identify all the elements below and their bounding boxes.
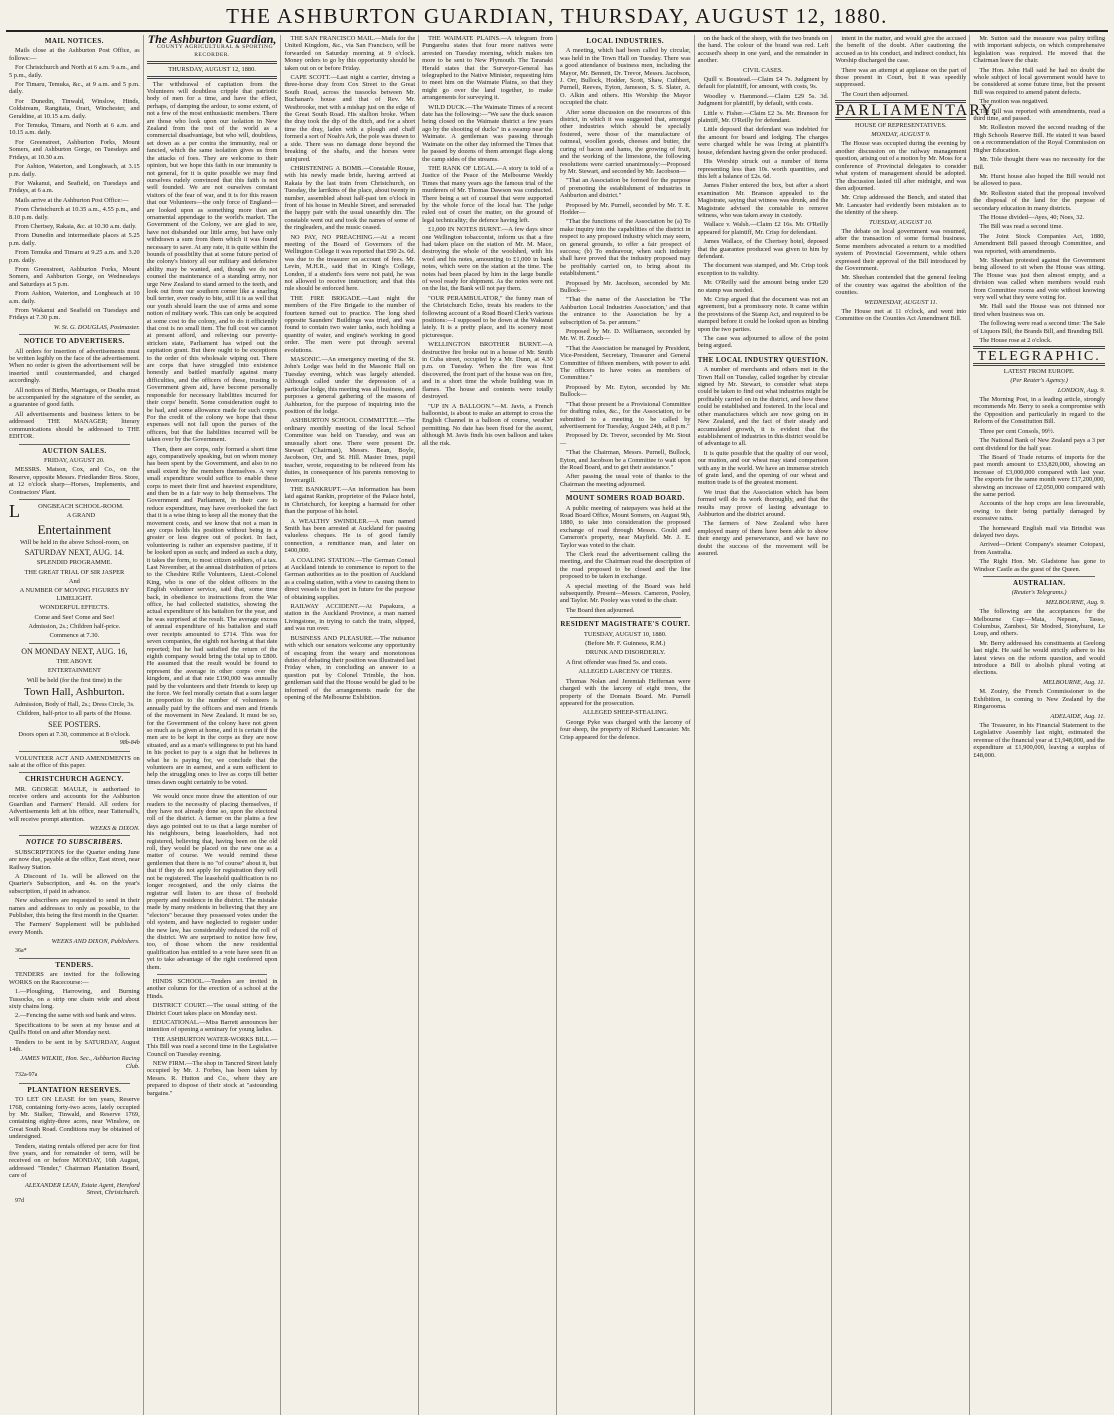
text: For Ashton, Waterton, and Longbeach, at 3.15 p.m. daily. bbox=[9, 163, 140, 178]
text: Children, half-price to all parts of the House. bbox=[16, 710, 132, 718]
text: Specifications to be seen at my house and at Quill's Hotel on and after Monday next. bbox=[9, 1021, 140, 1037]
news-item: A WEALTHY SWINDLER.—A man named Smith has been arrested at Auckland for passing valueless cheques. He is of good family connection, a remittance man, and later on £400,000. bbox=[284, 517, 416, 555]
text: A NUMBER OF MOVING FIGURES BY LIMELIGHT. bbox=[19, 587, 130, 602]
report-paragraph: Mr. Sheehan protested against the Government being allowed to sit when the House was sitting. The House was just then almost empty, and a division was called when members would rush from Committee rooms and vote without knowing very well what they were voting for. bbox=[973, 256, 1106, 301]
case-heading: CIVIL CASES. bbox=[743, 66, 783, 74]
report-paragraph: Mr. O'Reilly said the amount being under £20 no stamp was needed. bbox=[697, 279, 829, 294]
text: New subscribers are requested to send in their names and addresses to only as possible, to the Publisher, this being the first month in the Quarter. bbox=[9, 897, 140, 919]
masthead: THE ASHBURTON GUARDIAN, THURSDAY, AUGUST 12, 1880. bbox=[6, 4, 1108, 32]
text: TO LET ON LEASE for ten years, Reserve 1768, containing forty-two acres, lately occupied by Mr. Stalker, Tinwald, and Reserve 1769, containing eighty-three acres, near Winslow, on Great South Road. Conditions may be obtained of undersigned. bbox=[9, 1096, 140, 1141]
signature: WEEKS AND DIXON, Publishers. bbox=[51, 938, 140, 946]
text: Admission, 2s.; Children half-price. bbox=[28, 623, 121, 630]
ad-number: 97d bbox=[15, 1198, 24, 1205]
report-paragraph: The following are the acceptances for the Melbourne Cup:—Mata, Nepean, Tasso, Columbus, Zambesi, Sir Modred, Stonyhurst, Le Loup, and others. bbox=[973, 608, 1106, 638]
news-item: HINDS SCHOOL.—Tenders are invited in another column for the erection of a school at the Hinds. bbox=[146, 977, 278, 1000]
report-paragraph: "That those present be a Provisional Committee for drafting rules, &c., for the Association, to be submitted to a meeting to be called by advertisement for Tuesday, August 24th, at 8 p.m." bbox=[559, 400, 691, 430]
report-paragraph: Proposed by Mr. Jacobson, seconded by Mr. Bullock— bbox=[559, 279, 691, 294]
text: ENTERTAINMENT bbox=[47, 667, 101, 675]
report-paragraph: The Clerk read the advertisement calling the meeting, and the Chairman read the description of the road proposed to be closed and the line proposed to be taken in exchange. bbox=[559, 551, 691, 581]
report-paragraph: The Hon. John Hall said he had no doubt the whole subject of local government would have to be considered at some future time, but the present Bill was required to amend patent defects. bbox=[973, 66, 1106, 96]
report-paragraph: James Wallace, of the Chertsey hotel, deposed that the guarantee produced was given to him by defendant. bbox=[697, 238, 829, 260]
telegraphic-heading: TELEGRAPHIC. bbox=[977, 349, 1101, 365]
column-5 bbox=[557, 35, 695, 1415]
dateline: MELBOURNE, Aug. 11. bbox=[1042, 678, 1106, 686]
text: For Wakanui, and Seafield, on Tuesdays and Fridays, at 6 a.m. bbox=[9, 179, 140, 195]
auction-heading: AUCTION SALES. bbox=[42, 446, 107, 455]
parliamentary-heading: PARLIAMENTARY. bbox=[835, 102, 999, 120]
report-paragraph: Quill v. Boustead.—Claim £4 7s. Judgment by default for plaintiff, for amount, with costs, 9s. bbox=[697, 76, 829, 91]
text: Tenders to be sent in by SATURDAY, August 14th. bbox=[9, 1038, 140, 1054]
divider bbox=[19, 444, 130, 445]
news-item: MASONIC.—An emergency meeting of the St. John's Lodge was held in the Masonic Hall on Tuesday evening, which was largely attended. Although called under the depression of a particular lodge, this meeting was all business, and purposes a general gathering of the masons of Ashburton, for the purpose of inquiring into the position of the lodge. bbox=[284, 356, 416, 415]
report-paragraph: The Right Hon. Mr. Gladstone has gone to Windsor Castle as the guest of the Queen. bbox=[973, 558, 1106, 573]
divider bbox=[157, 789, 268, 790]
news-item: DISTRICT COURT.—The usual sitting of the District Court takes place on Monday next. bbox=[146, 1002, 278, 1017]
column-4 bbox=[419, 35, 557, 1415]
text: For Timaru, Temuka, &c., at 9 a.m. and 5 p.m. daily. bbox=[9, 81, 140, 96]
report-paragraph: Mr. Hurst house also hoped the Bill would not be allowed to pass. bbox=[973, 172, 1106, 188]
paper-title: The Ashburton Guardian, bbox=[147, 32, 277, 46]
sitting-date: MONDAY, AUGUST 9. bbox=[871, 131, 931, 139]
drop-cap: L bbox=[9, 500, 20, 521]
text: For Greenstreet, Ashburton Forks, Mount Somers, and Ashburton Gorge, on Tuesdays and Fridays, at 10.30 a.m. bbox=[9, 138, 140, 161]
report-paragraph: intent in the matter, and would give the accused the benefit of the doubt. After cautioning the accused as to his conduct, and indirect conduct, his Worship discharged the case. bbox=[835, 35, 967, 65]
divider bbox=[19, 958, 130, 959]
news-item: WELLINGTON BROTHER BURNT.—A destructive fire broke out in a house of Mr. Smith in Cuba street, occupied by a Mr. Dunn, at 4.30 p.m. on Tuesday. When the fire was first discovered, the front part of the house was on fire, and in a short time the whole building was in flames. The house and contents were totally destroyed. bbox=[422, 341, 553, 401]
text: SPLENDID PROGRAMME. bbox=[36, 559, 112, 567]
news-item: THE ASHBURTON WATER-WORKS BILL.—This Bill was read a second time in the Legislative Council on Tuesday evening. bbox=[146, 1035, 278, 1058]
report-paragraph: Mr. Rolleston stated that the proposal involved the disposal of the land for the purpose of secondary education in many districts. bbox=[973, 189, 1106, 212]
divider bbox=[19, 772, 130, 773]
report-paragraph: Thomas Nolan and Jeremiah Heffernan were charged with the larceny of eight trees, the property of the Domain Board. Mr. Purnell appeared for the prosecution. bbox=[559, 677, 691, 707]
town-hall-title: Town Hall, Ashburton. bbox=[24, 686, 125, 699]
report-paragraph: The homeward English mail via Brindisi was delayed two days. bbox=[973, 524, 1106, 539]
report-paragraph: Accounts of the hop crops are less favourable, owing to their being partially damaged by excessive rains. bbox=[973, 500, 1106, 523]
section-subheading: HOUSE OF REPRESENTATIVES. bbox=[854, 121, 947, 129]
report-paragraph: Woodley v. Hammond.—Claim £29 5s. 3d. Judgment for plaintiff, by default, with costs. bbox=[697, 92, 829, 108]
divider bbox=[157, 974, 268, 975]
magistrates-court-heading: RESIDENT MAGISTRATE'S COURT. bbox=[560, 620, 691, 629]
news-item: £1,000 IN NOTES BURNT.—A few days since one Wellington tobacconist, inform us that a fire had taken place on the station of Mr. M. Mace, destroying the whole of the woolshed, with his wool and his notes, amounting to £1,000 in bank notes, which were on the station at the time. The notes had been placed by him in the large bundle of wool ready for shipment. As the notes were not on the list, the Bank will not pay them. bbox=[422, 226, 553, 293]
news-item: THE BANKRUPT.—An information has been laid against Rankin, proprietor of the Palace hotel, in Christchurch, for keeping a barmaid for other than the purpose of his hotel. bbox=[284, 485, 416, 516]
report-paragraph: The Treasurer, in his Financial Statement to the Legislative Assembly last night, estimated the revenue of the financial year at £1,948,000, and the expenditure at £1,900,000, leaving a surplus of £48,000. bbox=[973, 721, 1106, 759]
text: Mails close at the Ashburton Post Office, as follows:— bbox=[9, 47, 140, 62]
source-note: (Reuter's Telegrams.) bbox=[1011, 589, 1067, 597]
divider bbox=[19, 334, 130, 335]
report-paragraph: "That an Association be formed for the purpose of promoting the establishment of industries in Ashburton and district." bbox=[559, 177, 691, 200]
divider bbox=[19, 1083, 130, 1084]
text: From Greenstreet, Ashburton Forks, Mount Somers, and Ashburton Gorge, on Wednesdays and Saturdays at 5 p.m. bbox=[9, 265, 140, 288]
text: From Chertsey, Rakaia, &c. at 10.30 a.m. daily. bbox=[15, 222, 137, 230]
news-item: NO PAY, NO PREACHING.—At a recent meeting of the Board of Governors of the Wellington College it was reported that £90 2s. 6d. was due to the treasurer on account of fees. Mr. Levin, M.H.R., said that in King's College, London, if a student's fees were not paid, he was not allowed to receive instruction; and that this rule should be enforced here. bbox=[284, 233, 416, 293]
report-paragraph: A first offender was fined 5s. and costs. bbox=[565, 658, 668, 666]
report-paragraph: The Board then adjourned. bbox=[565, 606, 635, 614]
report-paragraph: Little v. Fisher.—Claim £2 3s. Mr. Branson for plaintiff, Mr. O'Reilly for defendant. bbox=[697, 109, 829, 125]
report-paragraph: Mr. Crisp addressed the Bench, and stated that Mr. Lancaster had evidently been mistaken as to the identity of the sheep. bbox=[835, 194, 967, 217]
plantation-heading: PLANTATION RESERVES. bbox=[27, 1085, 122, 1094]
report-paragraph: The document was stamped, and Mr. Crisp took exception to its validity. bbox=[697, 262, 829, 277]
report-paragraph: James Fisher entered the box, but after a short examination Mr. Branson appealed to the Magistrate, saying that witness was drunk, and the Magistrate advised the constable to remove witness, who was taken away in custody. bbox=[697, 182, 829, 219]
text: Will be held (for the first time) in the bbox=[26, 676, 122, 684]
tenders-heading: TENDERS. bbox=[55, 961, 94, 969]
report-paragraph: Mr. Rolleston moved the second reading of the High Schools Reserve Bill. He stated it was based on a recommendation of the Royal Commission on Higher Education. bbox=[973, 124, 1106, 154]
case-heading: DRUNK AND DISORDERLY. bbox=[585, 649, 666, 657]
news-item: NEW FIRM.—The shop in Tancred Street lately occupied by Mr. J. Forbes, has been taken by Messrs. R. Hutton and Co., where they are prepared to dispose of their stock at "astounding bargains." bbox=[146, 1060, 278, 1097]
entertainment-title: Entertainment bbox=[37, 521, 112, 537]
report-paragraph: Mr. Berry addressed his constituents at Geelong last night. He said he would strictly adhere to his latest views on the reform question, and would introduce a Bill to abolish plural voting at elections. bbox=[973, 639, 1106, 677]
report-paragraph: Three per cent Consols, 99½. bbox=[979, 427, 1055, 435]
editorial-paragraph: Then, there are corps, only formed a short time ago, comparatively speaking, but on whom money has been spent by the Government, and also to no small extent by the members themselves. A very small expenditure would suffice to enable these corps to meet their first and heaviest expenditure, and then be in a fair way to help themselves. The Government and Parliament, in their care to reduce expenditure, may have overlooked the fact that it is a wise thing to keep all the money that the movement costs, and we know that not a man in any corps holds his position without being in a greater or less degree out of pocket. In fact, volunteering is rather an expensive pastime, if it be looked upon as such; and indeed as such a duty, it takes the form, to most citizen soldiers, of a tax. Last November, at the annual distribution of prizes to the Cheshire Rifle Volunteers, Lieut.-Colonel King, who is one of the oldest officers in the English volunteer service, said that, some time back, in obedience to instructions from the War office, he had collected statistics, showing the actual expenditure of his battalion for the year, and he was surprised at the result. The average excess of annual expenditure of his battalion and staff over receipts amounted to £714. This was for seven companies, the eighth not having at that date reported; but he had satisfied the return of the eighth company would bring the total up to £800. He assumed that the result would be found to represent the average in other corps over the kingdom, and at that rate £190,000 was annually paid by the volunteers and their friends to keep up the force. We feel morally certain that a sum larger in proportion to the number of volunteers is annually paid by the officers and men and friends of the movement in New Zealand. It must be so, for the Government of the colony have not given so much as is given at home, and it is certain if the men are to be kept in the corps as they are now situated, and as a man's willingness to put his hand in his pocket to pay is a sign that he believes in what he is paying for, we conclude that the volunteers are in earnest, and a sum sufficient to help the struggling ones to live as corps till better times dawn ought certainly to be voted. bbox=[146, 445, 278, 786]
report-paragraph: Arrived—Orient Company's steamer Cotopaxi, from Australia. bbox=[973, 541, 1106, 556]
text: SATURDAY NEXT, AUG. 14. bbox=[24, 548, 124, 558]
divider bbox=[570, 491, 681, 492]
report-paragraph: The motion was negatived. bbox=[979, 98, 1049, 106]
signature: W. St. G. DOUGLAS, Postmaster. bbox=[53, 323, 140, 331]
text: Mails arrive at the Ashburton Post Office:— bbox=[15, 196, 129, 204]
dateline: LONDON, Aug. 9. bbox=[1057, 386, 1106, 394]
mail-notices-heading: MAIL NOTICES. bbox=[44, 37, 104, 45]
report-paragraph: "That the Chairman, Messrs. Purnell, Bullock, Eyton, and Jacobson be a Committee to wait upon the Road Board, and to get their assistance." bbox=[559, 449, 691, 471]
text: 2.—Fencing the same with sod bank and wires. bbox=[15, 1012, 137, 1020]
text: ON MONDAY NEXT, AUG. 16, bbox=[21, 646, 128, 656]
report-paragraph: on the back of the sheep, with the two brands on the hand. The colour of the brand was red. Left accused's sheep in one yard, and the remainder in another. bbox=[697, 35, 829, 65]
report-paragraph: The debate on local government was resumed, after the transaction of some formal business. Some members advocated a return to a modified system of Provincial Government, while others expressed their approval of the Bill introduced by the Government. bbox=[835, 227, 967, 272]
text: Will be held in the above School-room, on bbox=[20, 538, 129, 546]
report-paragraph: George Pyke was charged with the larceny of four sheep, the property of Richard Lancaster. Mr. Crisp appeared for the defence. bbox=[559, 718, 691, 741]
news-item: "UP IN A BALLOON."—M. Javis, a French balloonist, is about to make an attempt to cross the English Channel in a balloon of course, weather permitting. No date has been fixed for the ascent, although M. Javis finds his own balloon and takes all the risk. bbox=[422, 402, 553, 447]
issue-date: THURSDAY, AUGUST 12, 1880. bbox=[168, 66, 256, 74]
report-paragraph: Proposed by Mr. Purnell, seconded by Mr. T. E. Hodder— bbox=[559, 201, 691, 216]
report-paragraph: Mr. Hall said the House was not thinned nor tired when business was on. bbox=[973, 303, 1106, 318]
news-item: CAPE SCOTT.—Last night a carrier, driving a three-horse dray from Cox Street to the Great South Road, across the tussocks between Mr. Buchanan's house and that of Rev. Mr. Westbrooke, met with a mishap just on the edge of the Great South Road. His stallion broke. When the dray took the dip of the ditch, and for a short time the dray, laden with a plough and chaff formed a sort of Noah's Ark, the pole was drawn to a side. There was no damage done beyond the breaking of the shafts, and the horses were uninjured. bbox=[284, 74, 416, 163]
report-paragraph: After passing the usual vote of thanks to the Chairman the meeting adjourned. bbox=[559, 473, 691, 488]
mount-somers-heading: MOUNT SOMERS ROAD BOARD. bbox=[565, 494, 685, 503]
report-paragraph: There was an attempt at applause on the part of those present in Court, but it was speedily suppressed. bbox=[835, 66, 967, 89]
columns bbox=[6, 32, 1108, 1415]
court-date: TUESDAY, AUGUST 10, 1880. bbox=[583, 630, 667, 638]
local-industries-heading: LOCAL INDUSTRIES. bbox=[586, 37, 665, 45]
text: From Wakanui and Seafield on Tuesdays and Fridays at 7.30 p.m. bbox=[9, 307, 140, 322]
text: ONGBEACH SCHOOL-ROOM. bbox=[38, 502, 124, 510]
dateline: ADELAIDE, Aug. 11. bbox=[1050, 712, 1106, 720]
report-paragraph: A meeting, which had been called by circular, was held in the Town Hall on Tuesday. There was a good attendance of business men, including the Mayor, Mr. Bennett, Dr. Trevor, Messrs. Jacobson, J. Orr, Bullock, Hodder, Scott, Shaw, Cuthbert, Purnell, Reeves, Eyton, Jameson, S. S. Slater, A. O. Alkin and others. His Worship the Mayor occupied the chair. bbox=[559, 47, 691, 107]
report-paragraph: The House was occupied during the evening by another discussion on the railway management question, arising out of a motion by Mr. Moss for a conference of Provincial delegates to consider what system of management should be adopted. The discussion lasted till after midnight, and was then adjourned. bbox=[835, 140, 967, 192]
case-heading: ALLEGED SHEEP-STEALING. bbox=[582, 709, 669, 717]
australian-heading: AUSTRALIAN. bbox=[1012, 579, 1066, 587]
news-item: WILD DUCK.—The Waimate Times of a recent date has the following:—"We saw the duck season being closed on the Waimate district a few years ago by the shooting of ducks" in a swamp near the Waimate. A gentleman was passing through Waimate on the other day informed the Times that he passed by dozens of them amongst flags along the camp sides of the streams. bbox=[422, 103, 553, 163]
text: SUBSCRIPTIONS for the Quarter ending June are now due, payable at the office, East street, near Railway Station. bbox=[9, 848, 140, 871]
report-paragraph: Proposed by Mr. D. Williamson, seconded by Mr. W. H. Zouch— bbox=[559, 328, 691, 343]
report-paragraph: The House met at 11 o'clock, and went into Committee on the Counties Act Amendment Bill. bbox=[835, 308, 967, 323]
text: For Christchurch and North at 6 a.m. 9 a.m., and 5 p.m., daily. bbox=[9, 64, 140, 79]
report-paragraph: "That the functions of the Association be (a) To make inquiry into the capabilities of the district in respect to any proposed industry which may seem, on general grounds, to offer a fair prospect of success; (b) To endeavour, when such industry shall have proved that the industry proposed may be profitably carried on, to bring about its establishment." bbox=[559, 218, 691, 278]
report-paragraph: Proposed by Mr. Eyton, seconded by Mr. Bullock— bbox=[559, 383, 691, 399]
text: A Discount of 1s. will be allowed on the Quarter's Subscription, and 4s. on the year's subscription, if paid in advance. bbox=[9, 872, 140, 895]
report-paragraph: The House divided—Ayes, 40; Noes, 32. bbox=[979, 213, 1085, 221]
news-item: RAILWAY ACCIDENT.—At Papakura, a station in the Auckland Province, a man named Livingstone, in trying to catch the train, slipped, and was run over. bbox=[284, 603, 416, 633]
source-note: (Per Reuter's Agency.) bbox=[1010, 377, 1068, 385]
report-paragraph: M. Zouiry, the French Commissioner to the Exhibition, is coming to New Zealand by the Ringarooma. bbox=[973, 688, 1106, 711]
signature: ALEXANDER LEAN, Estate Agent, Hereford Street, Christchurch. bbox=[24, 1181, 140, 1196]
report-paragraph: Mr. Sutton said the measure was paltry trifling with important subjects, on which comprehensive legislation was required. He moved that the Chairman leave the chair. bbox=[973, 35, 1106, 65]
news-item: THE SAN FRANCISCO MAIL.—Mails for the United Kingdom, &c., via San Francisco, will be forwarded on Saturday morning at 9 o'clock. Money orders to go by this opportunity should be taken out on or before Friday. bbox=[284, 35, 416, 72]
dateline: MELBOURNE, Aug. 9. bbox=[1045, 598, 1106, 606]
text: All advertisements and business letters to be addressed THE MANAGER; literary communications should be addressed to THE EDITOR. bbox=[9, 410, 140, 441]
text: From Temuka and Timaru at 9.25 a.m. and 3.20 p.m. daily. bbox=[9, 249, 140, 264]
text: VOLUNTEER ACT AND AMENDMENTS on sale at the office of this paper. bbox=[9, 754, 140, 770]
divider bbox=[19, 835, 130, 836]
news-item: THE RANK OF LEGAL.—A story is told of a Justice of the Peace of the Melbourne Weekly Times that many years ago the famous trial of the murderers of Mr. Thomas Dawson was conducted. There being a set of counsel that were supported by the whole force of the local bar. The judge ruled out of court the matter, on the ground of legal technicality; the defence having left. bbox=[422, 164, 553, 224]
divider bbox=[570, 617, 681, 618]
report-paragraph: After some discussion on the resources of this district, in which it was suggested that, amongst other industries which should be specially fostered, were those of the manufacture of oatmeal, woollen goods, cheeses and butter, the curing of bacon and hams, the growing of fruit, and the working of the limestone, the following resolutions were carried unanimously:—Proposed by Mr. Stewart, and seconded by Mr. Jacobson— bbox=[559, 108, 691, 175]
text: For Temuka, Timaru, and North at 6 a.m. and 10.15 a.m. daily. bbox=[9, 122, 140, 137]
text: The Farmers' Supplement will be published every Month. bbox=[9, 921, 140, 936]
ad-number: 732a-97a bbox=[15, 1072, 38, 1079]
text: From Dunedin and intermediate places at 5.25 p.m. daily. bbox=[9, 232, 140, 247]
text: For Dunedin, Tinwald, Winslow, Hinds, Coldstream, Rangitata, Orari, Winchester, and Geraldine, at 10.15 a.m. daily. bbox=[9, 97, 140, 120]
news-item: ASHBURTON SCHOOL COMMITTEE.—The ordinary monthly meeting of the local School Committee was held on Tuesday, and was an unusually short one. There were present Dr. Stewart (Chairman), Messrs. Bean, Boyle, Jacobson, Orr, and St. Hill. Master Imes, pupil teacher, wrote, requesting to be relieved from his duties, in consequence of his parents removing to Invercargill. bbox=[284, 417, 416, 484]
news-item: THE WAIMATE PLAINS.—A telegram from Pungarehu states that four more natives were arrested on Tuesday morning, which makes ten more to be sent to New Plymouth. The Taranaki Herald states that the Surveyor-General has telegraphed to the Native Minister, requesting him to meet him on the Waimate Plains, so that they might go over the land together, to make arrangements for surveying it. bbox=[422, 35, 553, 102]
text: And bbox=[68, 577, 80, 585]
divider bbox=[983, 576, 1095, 577]
text: From Ashton, Waterton, and Longbeach at 10 a.m. daily. bbox=[9, 290, 140, 305]
report-paragraph: The farmers of New Zealand who have employed many of them have been able to show their energy and perseverance, and we have no doubt the success of the movement will be assured. bbox=[697, 520, 829, 557]
text: All orders for insertion of advertisements must be written legibly on the face of the advertisement. When no order is given the advertisement will be inserted until countermanded, and charged accordingly. bbox=[9, 347, 140, 385]
text: Admission, Body of Hall, 2s.; Dress Circle, 3s. bbox=[14, 701, 135, 709]
column-8 bbox=[970, 35, 1108, 1415]
report-paragraph: It is quite possible that the quality of our wool, our mutton, and our wheat may stand comparison with any in the world. We have an immense stretch of grain land, and the opening of our wheat and mutton trade is of the greatest moment. bbox=[697, 449, 829, 487]
news-item: EDUCATIONAL.—Miss Barrett announces her intention of opening a seminary for young ladies. bbox=[146, 1019, 278, 1034]
ad-number: 98b-84b bbox=[119, 740, 140, 747]
agency-heading: CHRISTCHURCH AGENCY. bbox=[24, 775, 124, 784]
editorial-paragraph: We would once more draw the attention of our readers to the necessity of placing themselves, if they have not already done so, upon the electoral roll of the district. A farmer on the plains a few days ago pointed out to us that a large number of his neighbours, being leaseholders, had not registered, believing that, having been on the old roll, they would be placed on the new one as a matter of course. We would remind these gentlemen that there is no "of course" about it, but that if they do not apply for registration they will not be registered. The leasehold qualification is no longer recognised, and the only claims the registrar will listen to are those of freehold property and residence in the district. The mistake made by many residents in believing that they are "electors" because they possessed votes under the old system, and have neglected to register under the new law, has considerably reduced the roll of the district. We are surprised to notice how few, too, of those whom the new residential qualification has entitled to a vote have seen fit as yet to take advantage of the right conferred upon them. bbox=[146, 793, 278, 971]
news-item: BUSINESS AND PLEASURE.—The nuisance with which our senators welcome any opportunity of escaping from the weary and monotonous duties of debating their position was illustrated last Friday when, in concluding an answer to a question put by Colonel Trimble, the hon. gentleman said that the House would be glad to be informed of the arrangements made for the opening of the Melbourne Exhibition. bbox=[284, 634, 416, 701]
ad-number: 36a* bbox=[15, 947, 27, 954]
report-paragraph: Wallace v. Walsh.—Claim £2 16s. Mr. O'Reilly appeared for plaintiff, Mr. Crisp for defendant. bbox=[697, 221, 829, 236]
report-paragraph: Little deposed that defendant was indebted for the amount for board and lodging. The charges were charged while he was living at plaintiff's house, defendant having given the order produced. bbox=[697, 126, 829, 156]
text: Doors open at 7.30, commence at 8 o'clock. bbox=[18, 730, 131, 738]
text: SEE POSTERS. bbox=[48, 719, 101, 729]
news-item: CHRISTENING A BOMB.—Constable Rouse, with his newly made bride, having arrived at Rakaia by the last train from Christchurch, on Tuesday, the larrikins of the place, about twenty in number, assembled about half-past ten o'clock in front of his house in Meuhle Street, and serenaded the happy pair with the usual unearthly din. The constable went out and took the names of some of the ringleaders, and the music ceased. bbox=[284, 164, 416, 232]
report-paragraph: His Worship struck out a number of items representing less than 10s. worth quantities, and this left a balance of £2s. 6d. bbox=[697, 158, 829, 180]
report-paragraph: The Board of Trade returns of imports for the past month amount to £33,820,000, showing an increase of £3,000,000 compared with last year. The exports for the same month were £17,200,000, showing an increase of £2,050,000 compared with the same period. bbox=[973, 453, 1106, 498]
report-paragraph: The Bill was read a second time. bbox=[979, 223, 1063, 231]
report-paragraph: The Bill was reported with amendments, read a third time, and passed. bbox=[973, 107, 1106, 123]
text: THE ABOVE bbox=[56, 657, 93, 665]
text: WONDERFUL EFFECTS. bbox=[39, 604, 110, 612]
report-paragraph: The case was adjourned to allow of the point being argued. bbox=[697, 335, 829, 350]
advertisers-heading: NOTICE TO ADVERTISERS. bbox=[24, 337, 125, 346]
case-heading: ALLEGED LARCENY OF TREES. bbox=[578, 668, 672, 676]
news-item: "OUR PERAMBULATOR," the funny man of the Christchurch Echo, treats his readers to the following account of a Road Board Clerk's various positions:—I supposed to be down at the Wakanui lately. It is a pretty place, and its scenery most picturesque. bbox=[422, 294, 553, 339]
text: From Christchurch at 10.35 a.m., 4.55 p.m., and 8.10 p.m. daily. bbox=[9, 206, 140, 221]
report-paragraph: The National Bank of New Zealand pays a 3 per cent dividend for the half year. bbox=[973, 437, 1106, 452]
text: THE GREAT TRIAL OF SIR JASPER bbox=[24, 568, 125, 576]
local-industry-question-heading: THE LOCAL INDUSTRY QUESTION. bbox=[697, 355, 829, 364]
report-paragraph: The Court then adjourned. bbox=[841, 90, 909, 98]
news-item: A COALING STATION.—The German Consul at Auckland intends to commence to report to the German authorities as to the position of Auckland as a coaling station, with a view to causing them to direct vessels to that port in future for the purpose of obtaining supplies. bbox=[284, 556, 416, 601]
text: 1.—Ploughing, Harrowing, and Burning Tussocks, on a strip one chain wide and about sixty chains long. bbox=[9, 988, 140, 1011]
divider bbox=[147, 61, 278, 64]
text: FRIDAY, AUGUST 20. bbox=[44, 456, 105, 464]
signature: WEEKS & DIXON. bbox=[89, 824, 140, 832]
divider bbox=[147, 76, 278, 79]
report-paragraph: The House rose at 2 o'clock. bbox=[979, 337, 1052, 345]
section-subheading: LATEST FROM EUROPE. bbox=[1003, 367, 1075, 375]
report-paragraph: The following were read a second time: The Sale of Liquors Bill, the Brands Bill, and Branding Bill. bbox=[973, 320, 1106, 335]
subscribers-heading: NOTICE TO SUBSCRIBERS. bbox=[25, 838, 123, 847]
text: TENDERS are invited for the following WORKS on the Racecourse:— bbox=[9, 971, 140, 986]
report-paragraph: A public meeting of ratepayers was held at the Road Board Office, Mount Somers, on August 9th, 1880, to take into consideration the proposed exchange of road through Messrs. Gould and Cameron's property, near Mayfield. Mr. J. E. Taylor was voted to the chair. bbox=[559, 504, 691, 549]
signature: JAMES WILKIE, Hon. Sec., Ashburton Racing Club. bbox=[20, 1055, 140, 1070]
report-paragraph: The Joint Stock Companies Act, 1880, Amendment Bill passed through Committee, and was reported, with amendments. bbox=[973, 232, 1106, 255]
report-paragraph: "That the Association be managed by President, Vice-President, Secretary, Treasurer and General Committee of fifteen members, with power to add. The officers to have votes as members of Committee." bbox=[559, 344, 691, 382]
text: A GRAND bbox=[66, 512, 96, 520]
text: Commence at 7.30. bbox=[49, 632, 100, 640]
report-paragraph: Mr. Sheehan contended that the general feeling of the country was against the abolition of the counties. bbox=[835, 274, 967, 297]
divider bbox=[29, 643, 120, 644]
text: MESSRS. Matson, Cox, and Co., on the Reserve, opposite Messrs. Friedlander Bros. Store, at 12 o'clock sharp—Horses, Implements, and Contractors' Plant. bbox=[9, 466, 140, 496]
sitting-date: WEDNESDAY, AUGUST 11. bbox=[864, 298, 938, 306]
column-6 bbox=[695, 35, 833, 1415]
divider bbox=[19, 751, 130, 752]
text: Tenders, stating rentals offered per acre for first five years, and for remainder of term, will be received on or before MONDAY, 16th August, addressed "Tender," Chairman Plantation Board, care of bbox=[9, 1142, 140, 1180]
report-paragraph: We trust that the Association which has been formed will do its work thoroughly, and that the results may prove of lasting advantage to Ashburton and the district around. bbox=[697, 488, 829, 518]
report-paragraph: A number of merchants and others met in the Town Hall on Tuesday, called together by circular signed by Mr. Stewart, to consider what steps could be taken to find out what industries might be profitably carried on in the district, and how these could be established and fostered. In the local and other manufactures which are now going on in New Zealand, and the fact of their steady and accumulated growth, it is evident that the establishment of industries in this district would be of advantage to all. bbox=[697, 366, 829, 448]
editorial-paragraph: The withdrawal of capitation from the Volunteers will doubtless cripple that patriotic body of men for a time, and have the effect, perhaps, of damping the ardour, to some extent, of not a few of the most enthusiastic members. There are those who look upon our isolation in New Zealand from the rest of the world as a commercial disadvantage, but who will, doubtless, set down as a per contra the immunity, real or fancied, which the same isolation gives us from the attacks of foes. They are welcome to their opinion, but we hope this faith in our immunity is not general, for it is quite possible we may find ourselves rudely convinced that this faith is not well founded. We are not ourselves constant visitors of the fear of war, and it is for this reason that our Volunteers—the only force of England—are looked upon as something more than an ornamental appendage to the world's market. The Government of the Colony, we are glad to see, have not disbanded our little army, but have only withdrawn a sum from them which it was found necessary to save. At any rate, it is quite within the bounds of possibility that at some future period of the colony's history all our military and defensive ability may be wanted, and, though we do not counsel the maintenance of a standing army, nor urge New Zealand to stand armed to the teeth, and look out from our southern corner like a snarling bull terrier, ever ready to bite, still it is as well that our youth should learn the use of arms and some notion of military work. This can only be acquired at some cost to the colony, and to do it efficiently that cost is no small item. The full cost we cannot at present afford, and relieving our poverty-stricken state, Parliament has wiped out the capitation grant. But there ought to be exceptions to the order of this wholesale wiping out. There are corps that have struggled into existence honestly and battled manfully against many difficulties, and the officers of these, trusting to Government given aid, have become personally responsible for necessary liabilities incurred for their corps' benefit. Some consideration ought to be had, and some allowance made for such corps. For the credit of the colony we hope that these expenses will not fall upon the purses of the officers, but that the liabilities incurred will be taken over by the Government. bbox=[146, 80, 278, 444]
paper-subtitle: COUNTY AGRICULTURAL & SPORTING RECORDER. bbox=[157, 44, 274, 58]
text: Come and See! Come and See! bbox=[34, 613, 115, 621]
text: All notices of Births, Marriages, or Deaths must be accompanied by the signature of the sender, as a guarantee of good faith. bbox=[9, 386, 140, 409]
news-item: THE FIRE BRIGADE.—Last night the members of the Fire Brigade to the number of fourteen turned out to practice. The long shed opposite Saunders' Buildings was tried, and was found to contain two water tanks, each holding a quantity of water, and engine's working in good order. The men were put through several evolutions. bbox=[284, 294, 416, 354]
report-paragraph: The Morning Post, in a leading article, strongly recommends Mr. Berry to seek a compromise with the Opposition and particularly in regard to the Reform of the Constitution Bill. bbox=[973, 396, 1106, 426]
divider bbox=[708, 353, 819, 354]
report-paragraph: Proposed by Dr. Trevor, seconded by Mr. Stout— bbox=[559, 432, 691, 447]
column-7 bbox=[832, 35, 999, 1415]
report-paragraph: Mr. Crisp argued that the document was not an agreement, but a promissory note. It came within the provisions of the Stamp Act, and required to be stamped before it could be looked upon as binding upon the two parties. bbox=[697, 296, 829, 333]
column-2 bbox=[144, 32, 282, 1415]
report-paragraph: "That the name of the Association be 'The Ashburton Local Industries Association,' and that the entrance to the Association be by a subscription of 5s. per annum." bbox=[559, 296, 691, 326]
column-1 bbox=[6, 35, 144, 1415]
sitting-date: TUESDAY, AUGUST 10. bbox=[869, 218, 933, 226]
report-paragraph: A special meeting of the Board was held subsequently. Present—Messrs. Cameron, Pooley, and Taylor. Mr. Pooley was voted to the chair. bbox=[559, 582, 691, 605]
court-bench: (Before Mr. F. Guinness, R.M.) bbox=[585, 640, 666, 648]
column-3 bbox=[281, 35, 419, 1415]
text: MR. GEORGE MAULE, is authorised to receive orders and accounts for the Ashburton Guardian and Farmers' Herald. All orders for Advertisements left at his office, near Tattersall's, will receive prompt attention. bbox=[9, 785, 140, 823]
divider bbox=[19, 499, 130, 500]
report-paragraph: Mr. Tole thought there was no necessity for the Bill. bbox=[973, 156, 1106, 171]
